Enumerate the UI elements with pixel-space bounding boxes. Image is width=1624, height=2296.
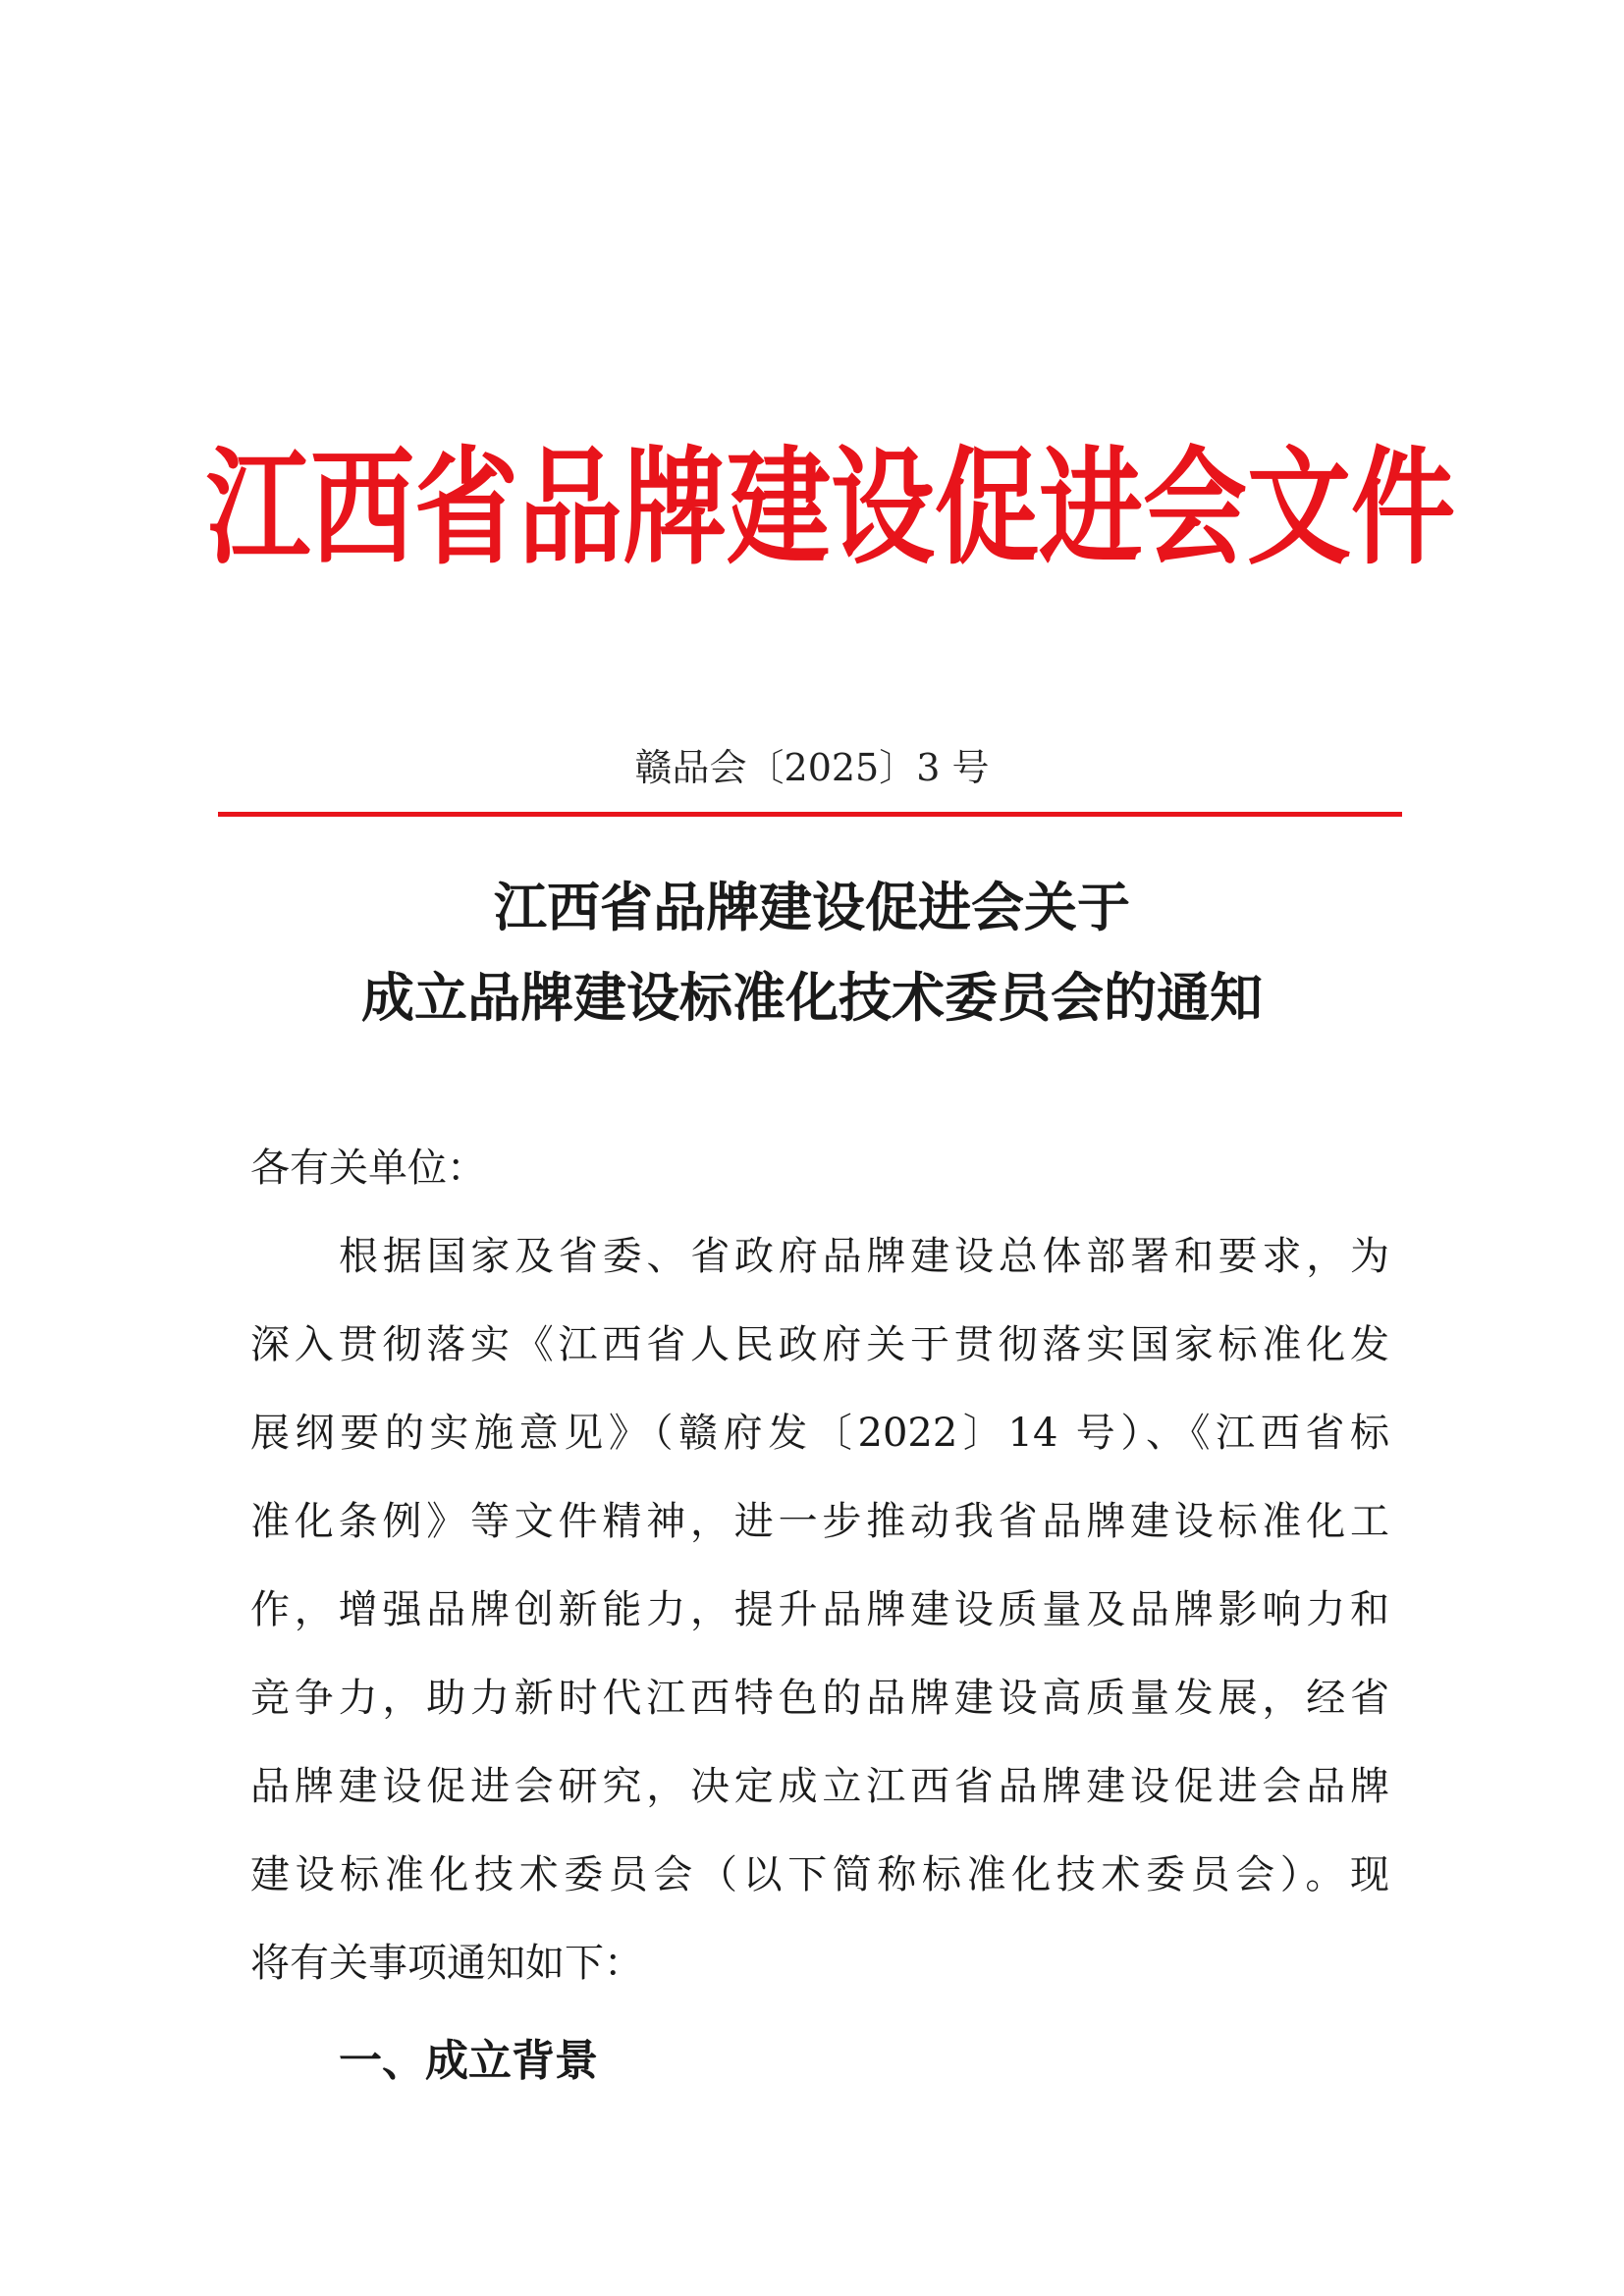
body-line: 建设标准化技术委员会（以下简称标准化技术委员会）。现 xyxy=(250,1852,1389,1897)
section-heading: 一、成立背景 xyxy=(339,2036,598,2086)
body-line: 展纲要的实施意见》（赣府发〔2022〕14 号）、《江西省标 xyxy=(250,1411,1389,1456)
document-number: 赣品会〔2025〕3 号 xyxy=(634,746,990,789)
document-title-line-1: 江西省品牌建设促进会关于 xyxy=(494,877,1130,938)
body-line: 品牌建设促进会研究，决定成立江西省品牌建设促进会品牌 xyxy=(250,1764,1389,1809)
red-divider-line xyxy=(218,812,1402,817)
body-line: 根据国家及省委、省政府品牌建设总体部署和要求，为 xyxy=(339,1234,1389,1279)
body-line: 将有关事项通知如下： xyxy=(250,1941,643,1986)
salutation: 各有关单位： xyxy=(250,1146,486,1191)
body-line: 准化条例》等文件精神，进一步推动我省品牌建设标准化工 xyxy=(250,1499,1389,1544)
body-line: 深入贯彻落实《江西省人民政府关于贯彻落实国家标准化发 xyxy=(250,1322,1389,1367)
document-title-line-2: 成立品牌建设标准化技术委员会的通知 xyxy=(361,967,1263,1029)
body-line: 作，增强品牌创新能力，提升品牌建设质量及品牌影响力和 xyxy=(250,1587,1389,1632)
masthead-title: 江西省品牌建设促进会文件 xyxy=(206,432,1455,582)
body-line: 竞争力，助力新时代江西特色的品牌建设高质量发展，经省 xyxy=(250,1676,1389,1721)
